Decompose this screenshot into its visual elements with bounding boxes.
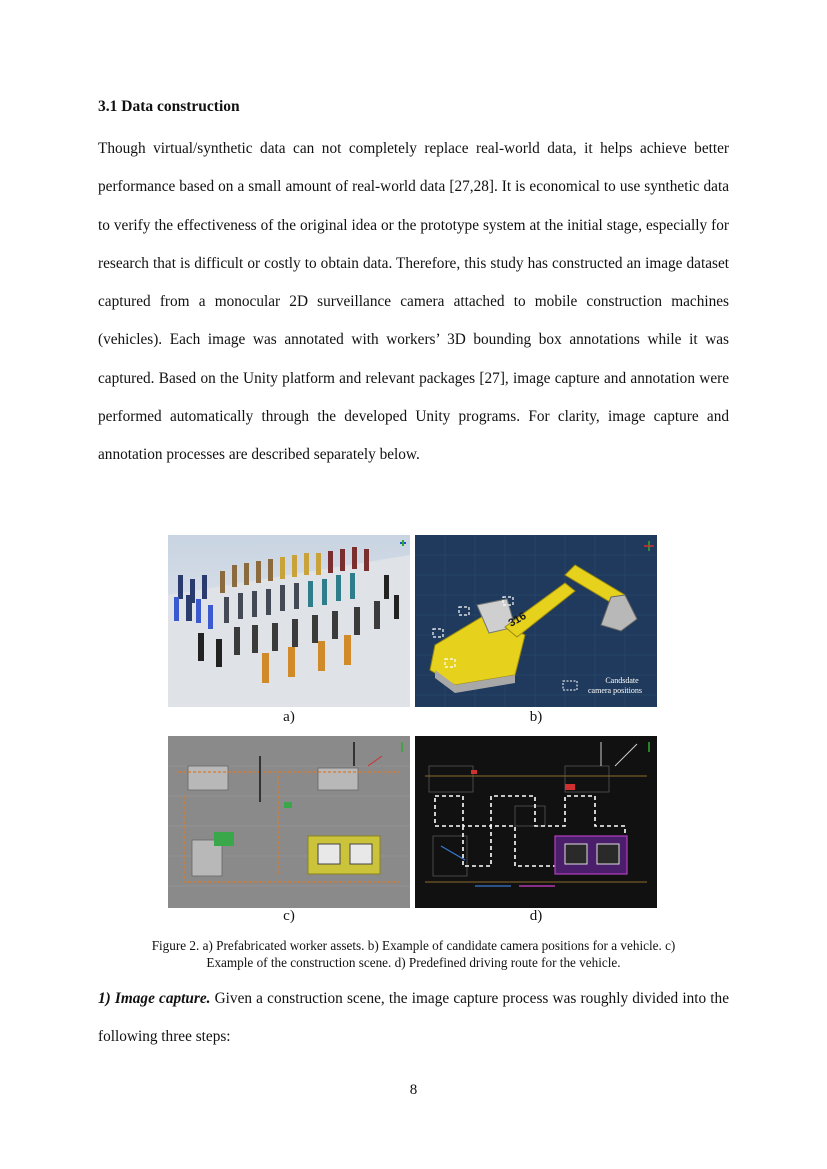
panel-label-b: b) [529, 709, 543, 725]
section-heading: 3.1 Data construction [98, 98, 240, 115]
excavator-number-text: 316 [506, 610, 529, 630]
driving-route-image [415, 736, 657, 908]
figure-caption-line2: Example of the construction scene. d) Predefined driving route for the vehicle. [206, 955, 621, 970]
legend-label-line1: Candsdate [605, 676, 639, 685]
paragraph-2-lead: 1) Image capture. [98, 990, 211, 1007]
figure-panel-a [168, 535, 410, 707]
panel-label-c: c) [283, 908, 295, 924]
figure-caption-line1: Figure 2. a) Prefabricated worker assets. b) Example of candidate camera positions for a vehicle. c) [151, 938, 676, 953]
paragraph-2 [98, 980, 729, 1057]
figure-panel-c [168, 736, 410, 908]
panel-label-a: a) [283, 709, 295, 725]
construction-scene-image [168, 736, 410, 908]
panel-label-d: d) [529, 908, 543, 924]
legend-label-line2: camera positions [588, 686, 642, 695]
figure-caption [100, 937, 727, 971]
worker-assets-image [168, 535, 410, 707]
figure-panel-d [415, 736, 657, 908]
excavator-camera-positions-image [415, 535, 657, 707]
page-number: 8 [409, 1082, 418, 1098]
paragraph-1: Though virtual/synthetic data can not completely replace real-world data, it helps achieve better performance based on a small amount of real-world data [27,28]. It is economical to use synthetic data to verify the effectiveness of the original idea or the prototype system at the initial stage, especially for research that is difficult or costly to obtain data. Therefore, this study has constructed an image dataset captured from a monocular 2D surveillance camera attached to mobile construction machines (vehicles). Each image was annotated with workers’ 3D bounding box annotations while it was captured. Based on the Unity platform and relevant packages [27], image capture and annotation were performed automatically through the developed Unity programs. For clarity, image capture and annotation processes are described separately below. [98, 140, 729, 464]
figure-panel-b [415, 535, 657, 707]
paragraph-2-text: Given a construction scene, the image capture process was roughly divided into the following three steps: [98, 990, 729, 1046]
